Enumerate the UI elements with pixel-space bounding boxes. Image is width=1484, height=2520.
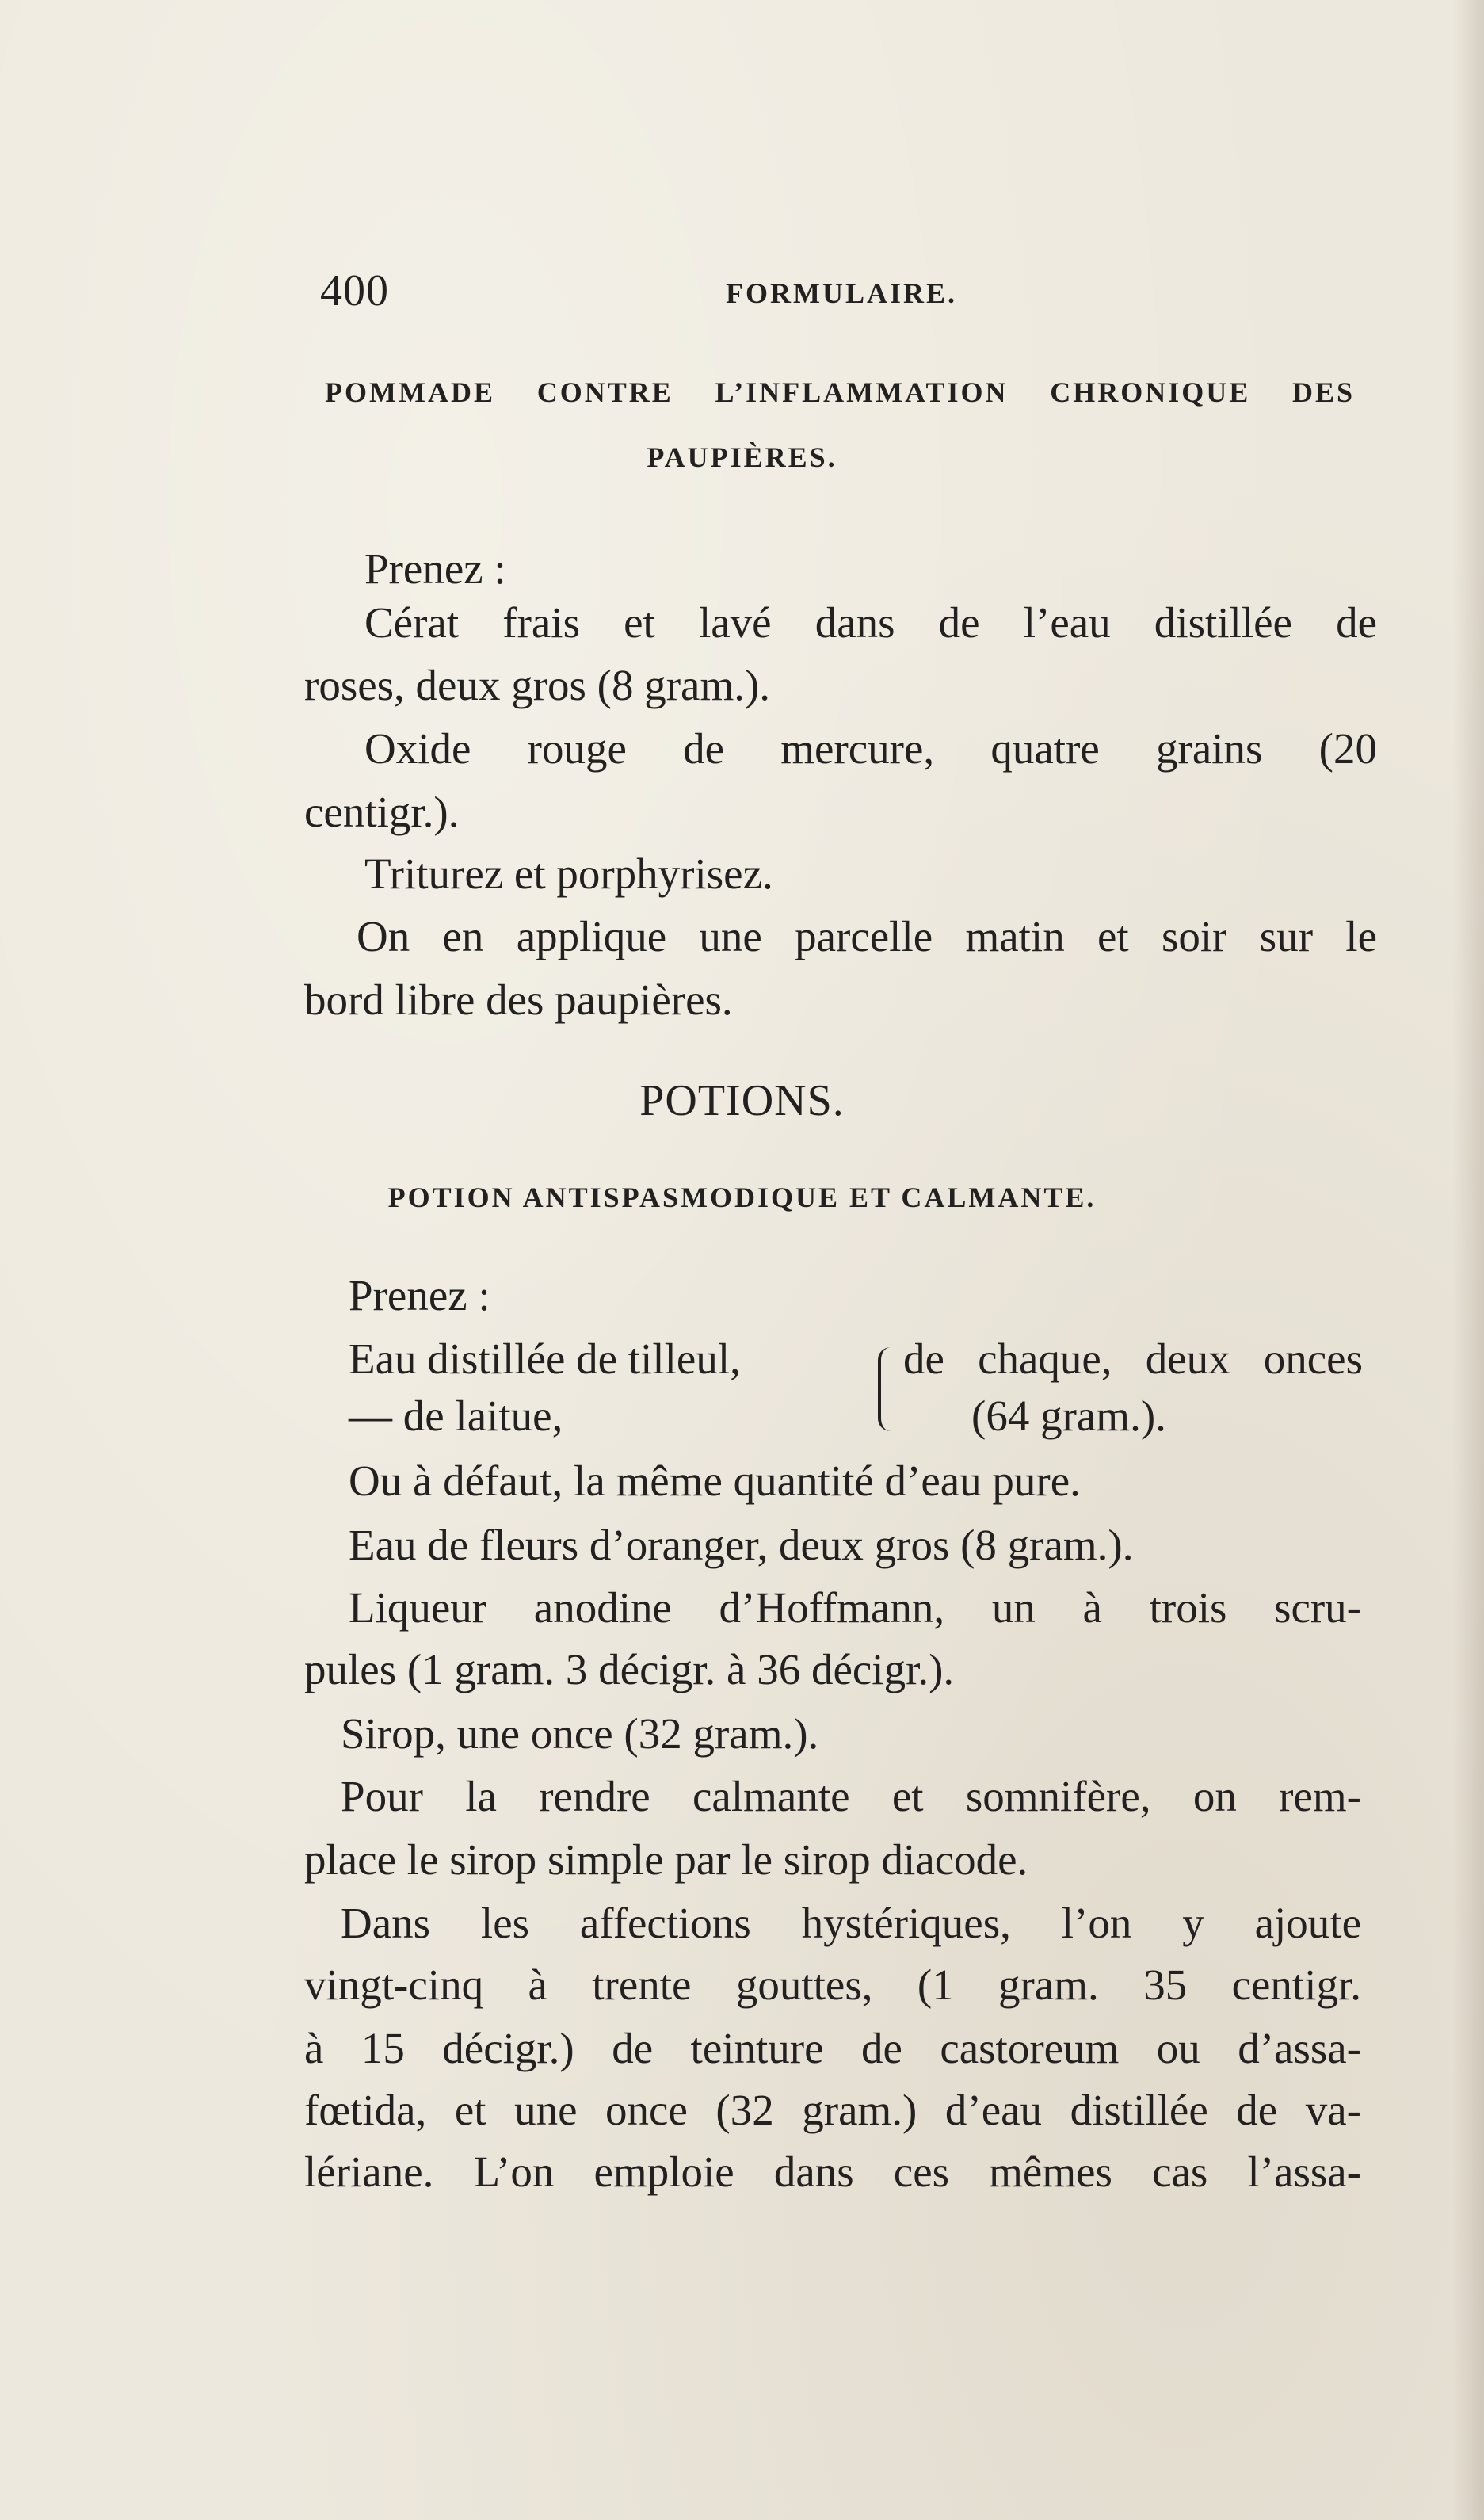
pommade-line: Triturez et porphyrisez.: [364, 850, 773, 898]
potion-line: pules (1 gram. 3 décigr. à 36 décigr.).: [304, 1645, 955, 1693]
pommade-line: bord libre des paupières.: [304, 976, 733, 1024]
potion-line: Dans les affections hystériques, l’on y ajoute: [341, 1899, 1361, 1947]
running-header: [320, 265, 1366, 321]
potion-line: Pour la rendre calmante et somnifère, on rem-: [341, 1772, 1361, 1820]
pommade-line: roses, deux gros (8 gram.).: [304, 661, 771, 709]
potion-ingredient: — de laitue,: [349, 1392, 563, 1440]
ingredient-bracket: [878, 1347, 898, 1431]
pommade-title-line1: POMMADE CONTRE L’INFLAMMATION CHRONIQUE DES: [325, 376, 1355, 408]
potion-dose: (64 gram.).: [971, 1392, 1166, 1440]
potion-line: Eau de fleurs d’oranger, deux gros (8 gram.).: [349, 1521, 1134, 1569]
pommade-line: Prenez :: [364, 544, 506, 593]
page-edge-shadow: [1452, 0, 1484, 2520]
potion-line: fœtida, et une once (32 gram.) d’eau distillée de va-: [304, 2086, 1361, 2134]
page-number: 400: [320, 266, 389, 315]
potion-ingredient: Eau distillée de tilleul,: [349, 1334, 741, 1383]
potion-line: lériane. L’on emploie dans ces mêmes cas l’assa-: [304, 2148, 1361, 2196]
pommade-line: Cérat frais et lavé dans de l’eau distillée de: [364, 598, 1377, 647]
potion-line: Liqueur anodine d’Hoffmann, un à trois scru-: [349, 1583, 1361, 1632]
running-title: FORMULAIRE.: [726, 277, 957, 309]
pommade-line: Oxide rouge de mercure, quatre grains (20: [364, 724, 1377, 773]
pommade-title-line2: PAUPIÈRES.: [647, 441, 837, 473]
potion-line: vingt-cinq à trente gouttes, (1 gram. 35 centigr.: [304, 1961, 1361, 2009]
potion-line: Sirop, une once (32 gram.).: [341, 1709, 819, 1758]
pommade-line: centigr.).: [304, 788, 460, 836]
potion-dose: de chaque, deux onces: [903, 1334, 1363, 1383]
pommade-line: On en applique une parcelle matin et soir sur le: [357, 912, 1377, 960]
potion-line: Ou à défaut, la même quantité d’eau pure.: [349, 1457, 1081, 1505]
potion-title: POTION ANTISPASMODIQUE ET CALMANTE.: [387, 1182, 1097, 1213]
section-title: POTIONS.: [639, 1076, 845, 1125]
potion-line: à 15 décigr.) de teinture de castoreum ou d’assa-: [304, 2024, 1361, 2072]
potion-line: place le sirop simple par le sirop diacode.: [304, 1835, 1028, 1884]
potion-prenez: Prenez :: [349, 1271, 490, 1319]
